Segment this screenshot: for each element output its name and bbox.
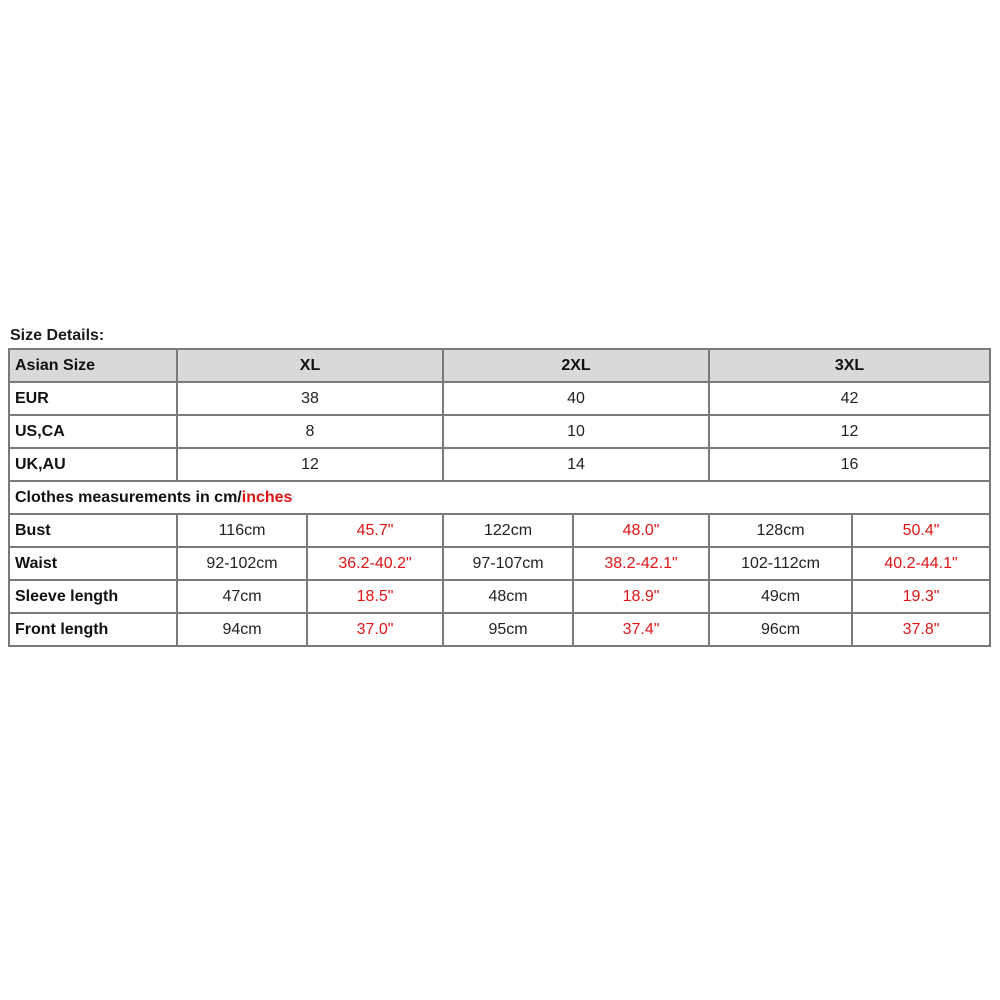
row-label: Sleeve length (9, 580, 177, 613)
page-title: Size Details: (10, 327, 105, 344)
table-cell: 16 (709, 448, 990, 481)
table-cell: 10 (443, 415, 709, 448)
inch-cell: 37.0" (307, 613, 443, 646)
table-cell: 38 (177, 382, 443, 415)
table-row (9, 547, 990, 580)
table-row (9, 415, 990, 448)
row-label: UK,AU (9, 448, 177, 481)
table-cell: 8 (177, 415, 443, 448)
cm-cell: 102-112cm (709, 547, 852, 580)
cm-cell: 92-102cm (177, 547, 307, 580)
cm-cell: 97-107cm (443, 547, 573, 580)
inch-cell: 38.2-42.1" (573, 547, 709, 580)
inch-cell: 37.8" (852, 613, 990, 646)
inch-cell: 40.2-44.1" (852, 547, 990, 580)
inch-cell: 45.7" (307, 514, 443, 547)
row-label: EUR (9, 382, 177, 415)
cm-cell: 49cm (709, 580, 852, 613)
row-label: Bust (9, 514, 177, 547)
cm-cell: 116cm (177, 514, 307, 547)
cm-cell: 122cm (443, 514, 573, 547)
table-header-row (9, 349, 990, 382)
row-label: US,CA (9, 415, 177, 448)
section-heading-text: Clothes measurements in cm/ (15, 488, 242, 506)
section-row (9, 481, 990, 514)
section-heading-unit: inches (241, 488, 293, 506)
inch-cell: 50.4" (852, 514, 990, 547)
table-row (9, 514, 990, 547)
cm-cell: 94cm (177, 613, 307, 646)
row-label: Front length (9, 613, 177, 646)
size-header-2xl: 2XL (443, 349, 709, 382)
inch-cell: 36.2-40.2" (307, 547, 443, 580)
table-cell: 42 (709, 382, 990, 415)
cm-cell: 48cm (443, 580, 573, 613)
inch-cell: 19.3" (852, 580, 990, 613)
table-row (9, 382, 990, 415)
cm-cell: 96cm (709, 613, 852, 646)
cm-cell: 95cm (443, 613, 573, 646)
cm-cell: 128cm (709, 514, 852, 547)
inch-cell: 37.4" (573, 613, 709, 646)
table-cell: 12 (709, 415, 990, 448)
row-label: Waist (9, 547, 177, 580)
table-cell: 40 (443, 382, 709, 415)
header-label: Asian Size (9, 349, 177, 382)
inch-cell: 18.5" (307, 580, 443, 613)
table-row (9, 580, 990, 613)
inch-cell: 18.9" (573, 580, 709, 613)
size-header-xl: XL (177, 349, 443, 382)
table-row (9, 448, 990, 481)
table-cell: 14 (443, 448, 709, 481)
inch-cell: 48.0" (573, 514, 709, 547)
table-cell: 12 (177, 448, 443, 481)
cm-cell: 47cm (177, 580, 307, 613)
size-header-3xl: 3XL (709, 349, 990, 382)
size-table (8, 348, 991, 647)
table-row (9, 613, 990, 646)
measurements-section-heading (9, 481, 990, 514)
